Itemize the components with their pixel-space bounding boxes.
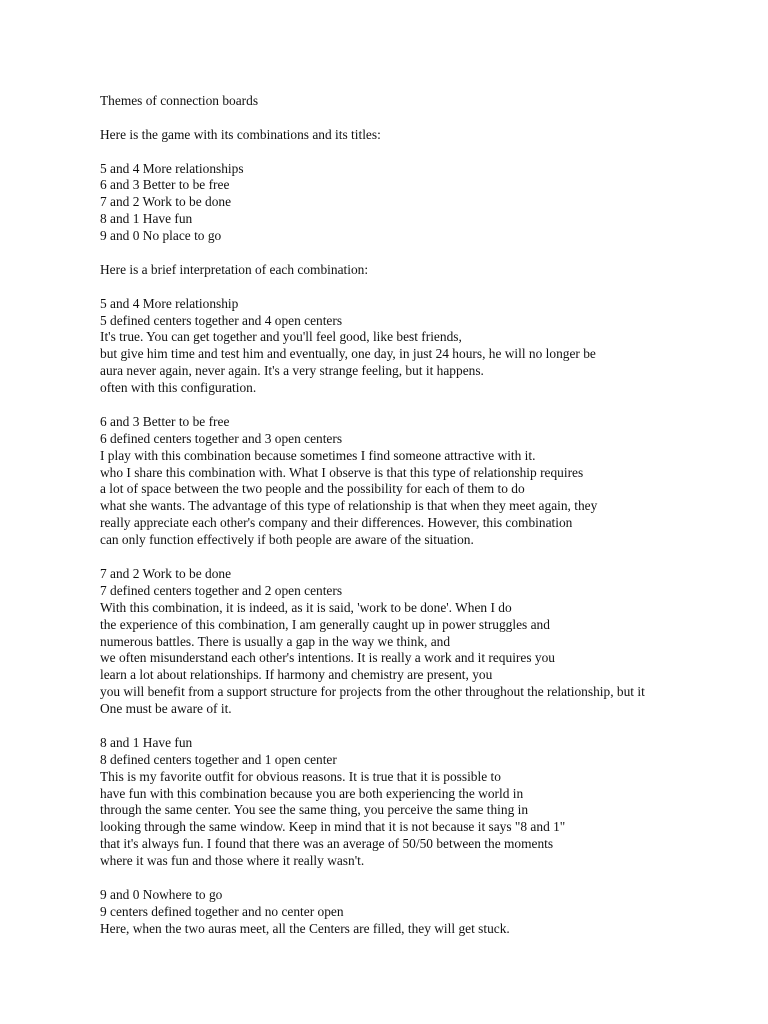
section-line: This is my favorite outfit for obvious reasons. It is true that it is possible to: [100, 768, 501, 784]
document-title: Themes of connection boards: [100, 93, 259, 108]
section-5-and-4: [100, 296, 760, 397]
section-line: Here, when the two auras meet, all the Centers are filled, they will get stuck.: [100, 920, 510, 936]
section-heading: 5 and 4 More relationship: [100, 295, 239, 311]
spacer: [100, 110, 760, 127]
combination-item: 6 and 3 Better to be free: [100, 177, 230, 193]
section-8-and-1: [100, 735, 760, 870]
section-line: often with this configuration.: [100, 380, 257, 396]
section-heading: 9 and 0 Nowhere to go: [100, 886, 223, 902]
section-line: really appreciate each other's company and their differences. However, this combination: [100, 515, 573, 531]
section-line: where it was fun and those where it really wasn't.: [100, 853, 365, 869]
spacer: [100, 870, 760, 887]
interpretation-intro: Here is a brief interpretation of each combination:: [100, 261, 369, 277]
combinations-list: [100, 161, 760, 245]
section-subheading: 9 centers defined together and no center open: [100, 903, 344, 919]
combination-item: 8 and 1 Have fun: [100, 211, 193, 227]
section-subheading: 7 defined centers together and 2 open centers: [100, 582, 343, 598]
section-line: that it's always fun. I found that there was an average of 50/50 between the moments: [100, 836, 554, 852]
section-line: you will benefit from a support structure for projects from the other throughout the relationship, but it: [100, 684, 645, 700]
section-subheading: 5 defined centers together and 4 open centers: [100, 312, 343, 328]
section-subheading: 8 defined centers together and 1 open center: [100, 751, 337, 767]
section-line: but give him time and test him and eventually, one day, in just 24 hours, he will no longer be: [100, 346, 596, 362]
section-line: looking through the same window. Keep in mind that it is not because it says "8 and 1": [100, 819, 566, 835]
section-6-and-3: [100, 414, 760, 549]
section-line: the experience of this combination, I am generally caught up in power struggles and: [100, 616, 550, 632]
section-line: learn a lot about relationships. If harmony and chemistry are present, you: [100, 667, 493, 683]
section-heading: 8 and 1 Have fun: [100, 734, 193, 750]
section-line: who I share this combination with. What I observe is that this type of relationship requires: [100, 464, 584, 480]
section-line: through the same center. You see the same thing, you perceive the same thing in: [100, 802, 529, 818]
section-7-and-2: [100, 566, 760, 718]
spacer: [100, 397, 760, 414]
spacer: [100, 718, 760, 735]
spacer: [100, 279, 760, 296]
combination-item: 9 and 0 No place to go: [100, 228, 222, 244]
spacer: [100, 549, 760, 566]
section-line: we often misunderstand each other's intentions. It is really a work and it requires you: [100, 650, 555, 666]
intro-text: Here is the game with its combinations and its titles:: [100, 126, 381, 142]
section-subheading: 6 defined centers together and 3 open centers: [100, 430, 343, 446]
section-line: have fun with this combination because you are both experiencing the world in: [100, 785, 524, 801]
section-line: I play with this combination because sometimes I find someone attractive with it.: [100, 447, 536, 463]
section-line: With this combination, it is indeed, as it is said, 'work to be done'. When I do: [100, 599, 512, 615]
section-9-and-0: [100, 887, 760, 938]
spacer: [100, 144, 760, 161]
section-line: aura never again, never again. It's a very strange feeling, but it happens.: [100, 363, 484, 379]
section-line: a lot of space between the two people and the possibility for each of them to do: [100, 481, 525, 497]
document-page: [100, 93, 760, 938]
combination-item: 5 and 4 More relationships: [100, 160, 244, 176]
section-heading: 7 and 2 Work to be done: [100, 565, 232, 581]
combination-item: 7 and 2 Work to be done: [100, 194, 232, 210]
section-line: It's true. You can get together and you'll feel good, like best friends,: [100, 329, 462, 345]
section-line: what she wants. The advantage of this type of relationship is that when they meet again, they: [100, 498, 598, 514]
spacer: [100, 245, 760, 262]
section-heading: 6 and 3 Better to be free: [100, 413, 230, 429]
section-line: numerous battles. There is usually a gap in the way we think, and: [100, 633, 451, 649]
section-line: One must be aware of it.: [100, 701, 232, 717]
section-line: can only function effectively if both people are aware of the situation.: [100, 532, 474, 548]
